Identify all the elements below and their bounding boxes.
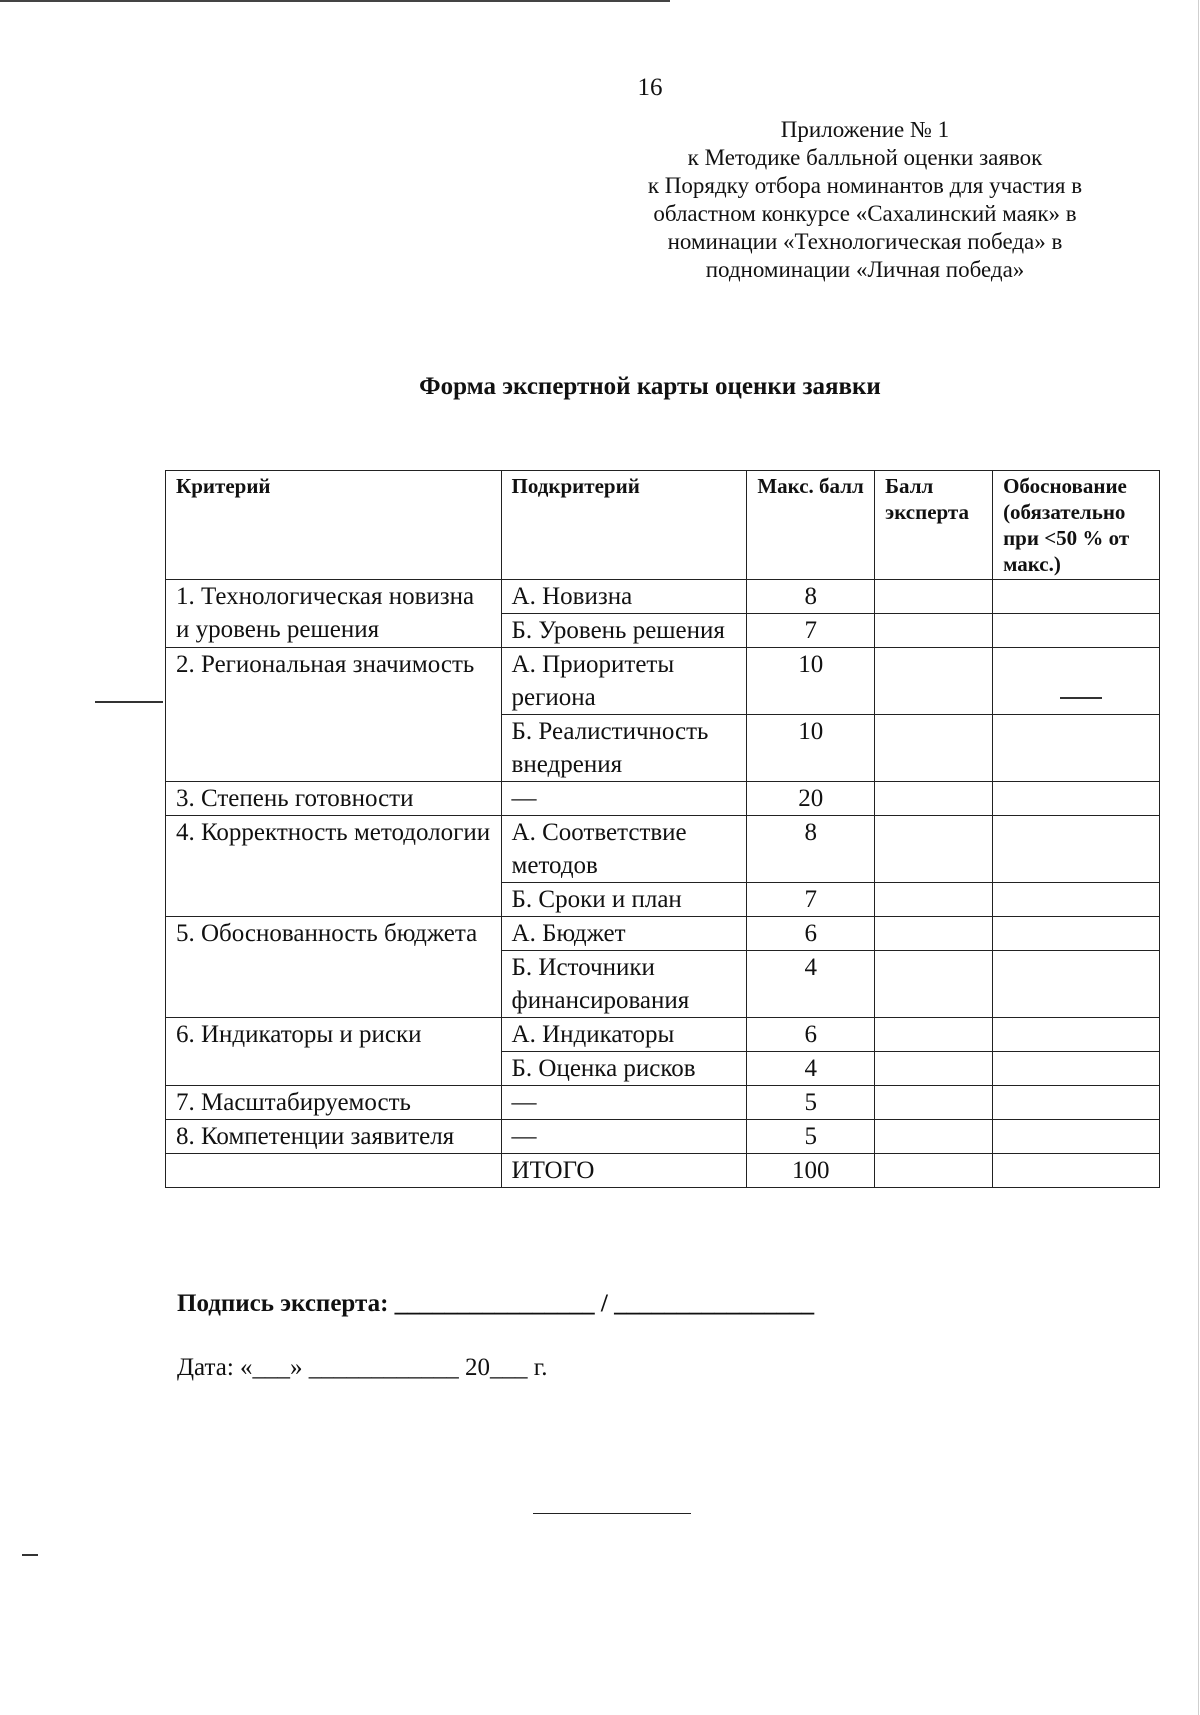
header-justification: Обоснование (обязательно при <50 % от макс.) <box>993 471 1160 580</box>
page-right-border <box>1198 0 1199 1715</box>
subcriterion-cell: — <box>501 1086 747 1120</box>
expert-score-cell[interactable] <box>875 782 993 816</box>
max-score-cell: 5 <box>747 1086 875 1120</box>
appendix-line: подноминации «Личная победа» <box>705 257 1025 282</box>
table-row <box>166 1120 1160 1154</box>
max-score-cell: 6 <box>747 917 875 951</box>
expert-score-cell[interactable] <box>875 1052 993 1086</box>
criterion-cell: 1. Технологическая новизна и уровень решения <box>166 580 502 648</box>
total-max-score: 100 <box>747 1154 875 1188</box>
scan-artifact <box>95 701 163 703</box>
max-score-cell: 4 <box>747 951 875 1018</box>
criterion-cell: 5. Обоснованность бюджета <box>166 917 502 1018</box>
justification-cell[interactable] <box>993 782 1160 816</box>
justification-cell[interactable] <box>993 648 1160 715</box>
table-row <box>166 816 1160 883</box>
appendix-line: областном конкурсе «Сахалинский маяк» в <box>653 201 1077 226</box>
expert-score-cell[interactable] <box>875 1018 993 1052</box>
total-empty-cell <box>166 1154 502 1188</box>
subcriterion-cell: — <box>501 1120 747 1154</box>
page-number: 16 <box>637 74 663 101</box>
header-criterion: Критерий <box>166 471 502 580</box>
appendix-line: Приложение № 1 <box>780 117 950 142</box>
table-header-row <box>166 471 1160 580</box>
expert-score-cell[interactable] <box>875 614 993 648</box>
header-subcriterion: Подкритерий <box>501 471 747 580</box>
criterion-cell: 8. Компетенции заявителя <box>166 1120 502 1154</box>
justification-cell[interactable] <box>993 715 1160 782</box>
expert-score-cell[interactable] <box>875 1120 993 1154</box>
total-expert-score-cell[interactable] <box>875 1154 993 1188</box>
subcriterion-cell: Б. Реалистичность внедрения <box>501 715 747 782</box>
subcriterion-cell: А. Приоритеты региона <box>501 648 747 715</box>
subcriterion-cell: А. Новизна <box>501 580 747 614</box>
criterion-cell: 3. Степень готовности <box>166 782 502 816</box>
justification-cell[interactable] <box>993 1052 1160 1086</box>
header-expert-score: Балл эксперта <box>875 471 993 580</box>
max-score-cell: 4 <box>747 1052 875 1086</box>
table-row <box>166 580 1160 614</box>
appendix-line: к Порядку отбора номинантов для участия в <box>647 173 1083 198</box>
expert-score-cell[interactable] <box>875 951 993 1018</box>
subcriterion-cell: А. Соответствие методов <box>501 816 747 883</box>
date-line[interactable]: Дата: «___» ____________ 20___ г. <box>177 1354 548 1381</box>
expert-score-cell[interactable] <box>875 715 993 782</box>
justification-cell[interactable] <box>993 917 1160 951</box>
expert-signature-line <box>177 1290 814 1318</box>
justification-cell[interactable] <box>993 1086 1160 1120</box>
total-row <box>166 1154 1160 1188</box>
appendix-line: номинации «Технологическая победа» в <box>667 229 1063 254</box>
subcriterion-cell: Б. Оценка рисков <box>501 1052 747 1086</box>
expert-score-cell[interactable] <box>875 580 993 614</box>
table-row <box>166 1086 1160 1120</box>
header-max-score: Макс. балл <box>747 471 875 580</box>
subcriterion-cell: Б. Источники финансирования <box>501 951 747 1018</box>
justification-cell[interactable] <box>993 951 1160 1018</box>
max-score-cell: 10 <box>747 715 875 782</box>
signature-label: Подпись эксперта: <box>177 1290 389 1317</box>
justification-cell[interactable] <box>993 816 1160 883</box>
appendix-line: к Методике балльной оценки заявок <box>687 145 1043 170</box>
criterion-cell: 2. Региональная значимость <box>166 648 502 782</box>
total-justification-cell[interactable] <box>993 1154 1160 1188</box>
expert-score-cell[interactable] <box>875 1086 993 1120</box>
criterion-cell: 7. Масштабируемость <box>166 1086 502 1120</box>
expert-score-cell[interactable] <box>875 883 993 917</box>
justification-cell[interactable] <box>993 580 1160 614</box>
max-score-cell: 8 <box>747 580 875 614</box>
signature-blank[interactable]: ________________ / ________________ <box>394 1290 815 1317</box>
criterion-cell: 4. Корректность методологии <box>166 816 502 917</box>
max-score-cell: 7 <box>747 883 875 917</box>
expert-score-cell[interactable] <box>875 917 993 951</box>
expert-scorecard-table <box>165 470 1160 1188</box>
justification-cell[interactable] <box>993 883 1160 917</box>
table-row <box>166 917 1160 951</box>
scan-artifact <box>1060 697 1102 699</box>
table-row <box>166 1018 1160 1052</box>
expert-score-cell[interactable] <box>875 816 993 883</box>
justification-cell[interactable] <box>993 1018 1160 1052</box>
table-row <box>166 782 1160 816</box>
page-top-border <box>0 0 670 2</box>
expert-score-cell[interactable] <box>875 648 993 715</box>
subcriterion-cell: А. Бюджет <box>501 917 747 951</box>
subcriterion-cell: А. Индикаторы <box>501 1018 747 1052</box>
table-row <box>166 648 1160 715</box>
justification-cell[interactable] <box>993 614 1160 648</box>
max-score-cell: 8 <box>747 816 875 883</box>
max-score-cell: 6 <box>747 1018 875 1052</box>
max-score-cell: 5 <box>747 1120 875 1154</box>
end-divider <box>533 1513 691 1514</box>
justification-cell[interactable] <box>993 1120 1160 1154</box>
max-score-cell: 10 <box>747 648 875 715</box>
total-label: ИТОГО <box>501 1154 747 1188</box>
subcriterion-cell: Б. Сроки и план <box>501 883 747 917</box>
form-title: Форма экспертной карты оценки заявки <box>419 373 881 400</box>
max-score-cell: 7 <box>747 614 875 648</box>
appendix-header <box>600 116 1130 284</box>
subcriterion-cell: — <box>501 782 747 816</box>
subcriterion-cell: Б. Уровень решения <box>501 614 747 648</box>
criterion-cell: 6. Индикаторы и риски <box>166 1018 502 1086</box>
max-score-cell: 20 <box>747 782 875 816</box>
scan-artifact <box>22 1554 38 1556</box>
